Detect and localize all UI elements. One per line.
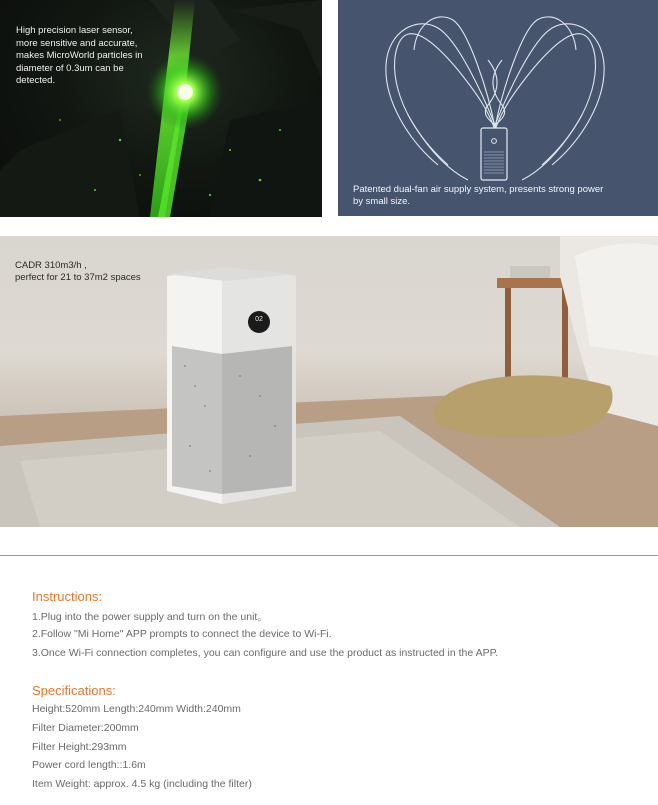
space-coverage-text: perfect for 21 to 37m2 spaces (15, 272, 141, 283)
spec-item: Power cord length::1.6m (32, 759, 146, 771)
dual-fan-image (338, 0, 658, 216)
room-caption (15, 260, 185, 284)
specifications-title: Specifications: (32, 683, 116, 698)
purifier-outline (481, 128, 507, 180)
spec-item: Item Weight: approx. 4.5 kg (including the filter) (32, 778, 252, 790)
laser-sensor-image (0, 0, 322, 217)
fan-caption: Patented dual-fan air supply system, presents strong power by small size. (353, 184, 604, 207)
cadr-text: CADR 310m3/h , (15, 260, 87, 271)
laser-caption: High precision laser sensor, more sensitive and accurate, makes MicroWorld particles in diameter of 0.3um can be detected. (16, 25, 143, 86)
instruction-item: 3.Once Wi-Fi connection completes, you can configure and use the product as instructed in the APP. (32, 647, 499, 659)
section-divider (0, 555, 658, 556)
spec-item: Filter Diameter:200mm (32, 722, 139, 734)
instructions-title: Instructions: (32, 589, 103, 604)
room-photo (0, 236, 658, 527)
instruction-item: 1.Plug into the power supply and turn on the unit。 (32, 611, 268, 623)
purifier-display-reading: 02 (255, 316, 263, 323)
spec-item: Height:520mm Length:240mm Width:240mm (32, 703, 241, 715)
instruction-item: 2.Follow "Mi Home" APP prompts to connect the device to Wi-Fi. (32, 628, 332, 640)
air-purifier (167, 267, 296, 504)
spec-item: Filter Height:293mm (32, 741, 127, 753)
